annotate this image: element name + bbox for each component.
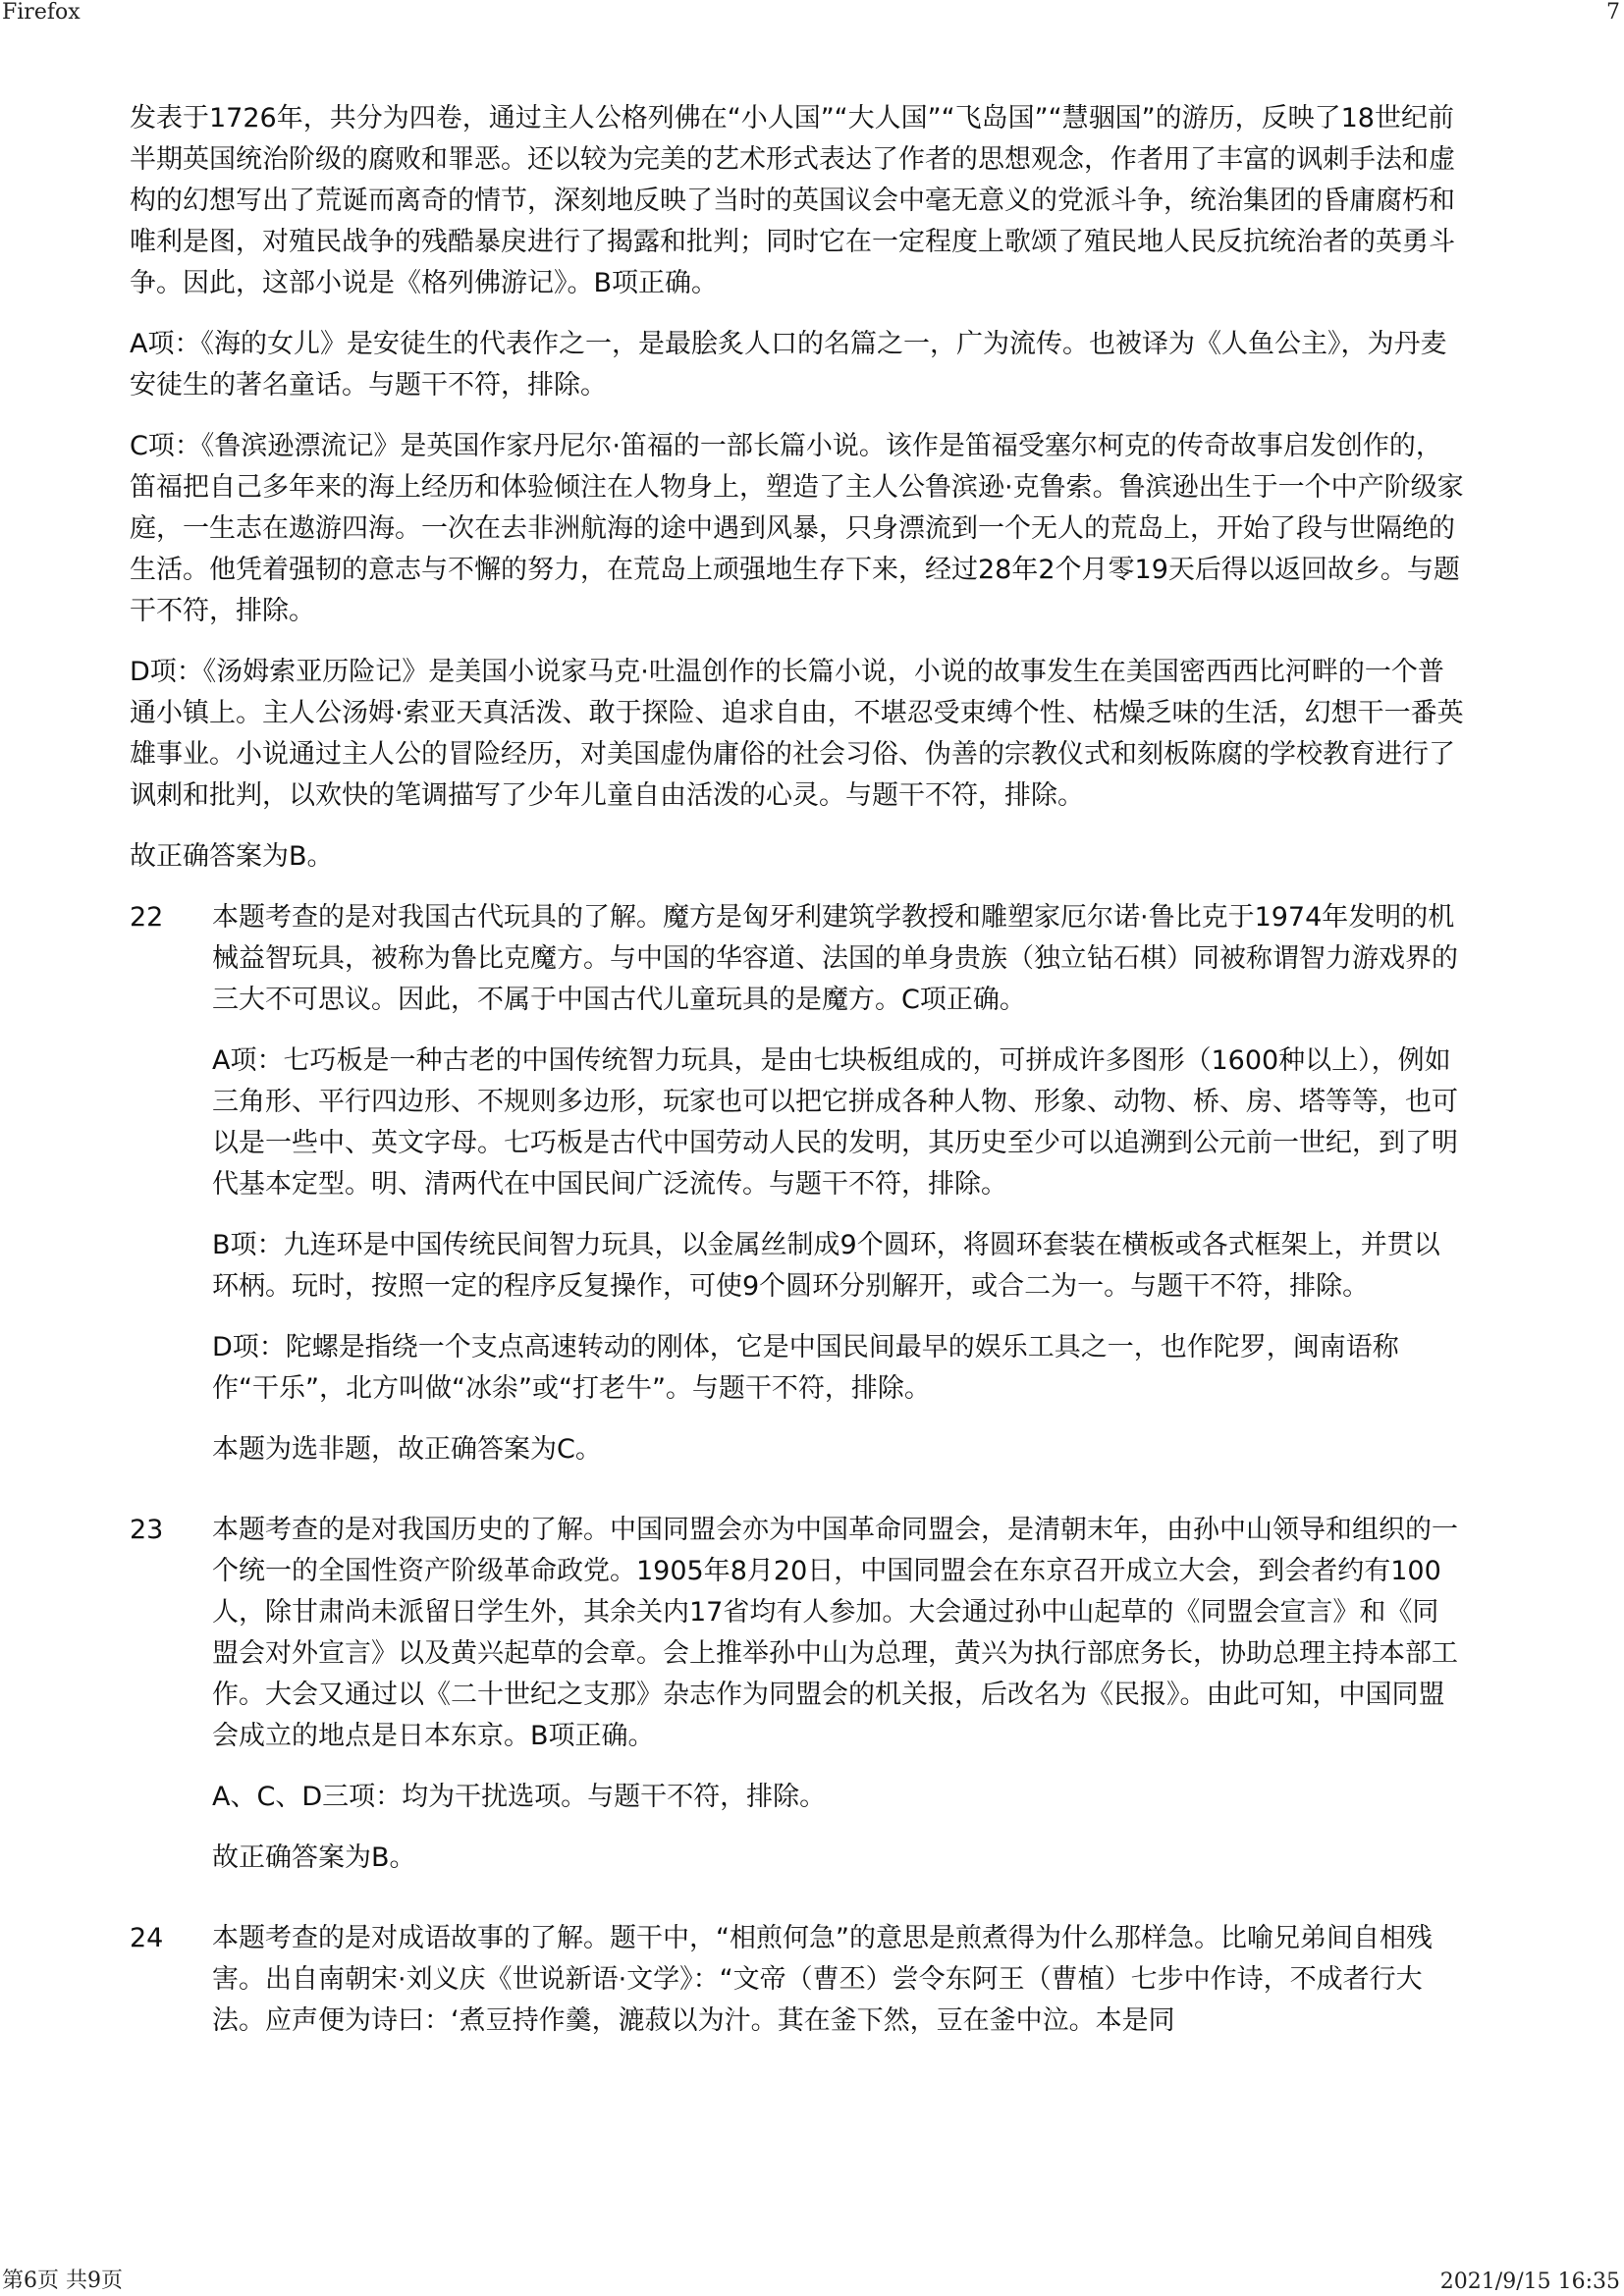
q23-answer: 故正确答案为B。 [212, 1842, 416, 1873]
question-body [212, 1510, 1465, 1898]
page-info: 第6页 共9页 [2, 2269, 123, 2293]
browser-name: Firefox [2, 0, 81, 25]
question-23 [130, 1510, 1465, 1898]
question-body [212, 1918, 1465, 2061]
intro-paragraph-option-c: C项：《鲁滨逊漂流记》是英国作家丹尼尔·笛福的一部长篇小说。该作是笛福受塞尔柯克的传奇故事启发创作的，笛福把自己多年来的海上经历和体验倾注在人物身上，塑造了主人公鲁滨逊·克鲁索。鲁滨逊出生于一个中产阶级家庭，一生志在遨游四海。一次在去非洲航海的途中遇到风暴，只身漂流到一个无人的荒岛上，开始了段与世隔绝的生活。他凭着强韧的意志与不懈的努力，在荒岛上顽强地生存下来，经过28年2个月零19天后得以返回故乡。与题干不符，排除。 [130, 431, 1464, 626]
question-body [212, 897, 1465, 1490]
question-number: 24 [130, 1923, 164, 1953]
q22-option-a: A项：七巧板是一种古老的中国传统智力玩具，是由七块板组成的，可拼成许多图形（1600种以上），例如三角形、平行四边形、不规则多边形，玩家也可以把它拼成各种人物、形象、动物、桥、房、塔等等，也可以是一些中、英文字母。七巧板是古代中国劳动人民的发明，其历史至少可以追溯到公元前一世纪，到了明代基本定型。明、清两代在中国民间广泛流传。与题干不符，排除。 [212, 1045, 1458, 1200]
print-datetime: 2021/9/15 16:35 [1439, 2269, 1620, 2294]
q24-explanation: 本题考查的是对成语故事的了解。题干中，“相煎何急”的意思是煎煮得为什么那样急。比喻兄弟间自相残害。出自南朝宋·刘义庆《世说新语·文学》：“文帝（曹丕）尝令东阿王（曹植）七步中作诗，不成者行大法。应声便为诗曰：‘煮豆持作羹，漉菽以为汁。萁在釜下然，豆在釜中泣。本是同 [212, 1923, 1433, 2036]
intro-answer: 故正确答案为B。 [130, 841, 334, 872]
question-24 [130, 1918, 1465, 2061]
question-number: 22 [130, 902, 164, 933]
q22-option-d: D项：陀螺是指绕一个支点高速转动的刚体，它是中国民间最早的娱乐工具之一，也作陀罗，闽南语称作“干乐”，北方叫做“冰尜”或“打老牛”。与题干不符，排除。 [212, 1332, 1399, 1404]
q22-answer: 本题为选非题，故正确答案为C。 [212, 1434, 602, 1465]
q23-other-options: A、C、D三项：均为干扰选项。与题干不符，排除。 [212, 1782, 827, 1812]
intro-paragraph-option-d: D项：《汤姆索亚历险记》是美国小说家马克·吐温创作的长篇小说，小说的故事发生在美国密西西比河畔的一个普通小镇上。主人公汤姆·索亚天真活泼、敢于探险、追求自由，不堪忍受束缚个性、枯燥乏味的生活，幻想干一番英雄事业。小说通过主人公的冒险经历，对美国虚伪庸俗的社会习俗、伪善的宗教仪式和刻板陈腐的学校教育进行了讽刺和批判，以欢快的笔调描写了少年儿童自由活泼的心灵。与题干不符，排除。 [130, 657, 1464, 811]
page-marker: 7 [1606, 0, 1620, 25]
q22-explanation: 本题考查的是对我国古代玩具的了解。魔方是匈牙利建筑学教授和雕塑家厄尔诺·鲁比克于1974年发明的机械益智玩具，被称为鲁比克魔方。与中国的华容道、法国的单身贵族（独立钻石棋）同被称谓智力游戏界的三大不可思议。因此，不属于中国古代儿童玩具的是魔方。C项正确。 [212, 902, 1458, 1015]
intro-paragraph-gulliver: 发表于1726年，共分为四卷，通过主人公格列佛在“小人国”“大人国”“飞岛国”“慧骃国”的游历，反映了18世纪前半期英国统治阶级的腐败和罪恶。还以较为完美的艺术形式表达了作者的思想观念，作者用了丰富的讽刺手法和虚构的幻想写出了荒诞而离奇的情节，深刻地反映了当时的英国议会中毫无意义的党派斗争，统治集团的昏庸腐朽和唯利是图，对殖民战争的残酷暴戾进行了揭露和批判；同时它在一定程度上歌颂了殖民地人民反抗统治者的英勇斗争。因此，这部小说是《格列佛游记》。B项正确。 [130, 103, 1455, 298]
q23-explanation: 本题考查的是对我国历史的了解。中国同盟会亦为中国革命同盟会，是清朝末年，由孙中山领导和组织的一个统一的全国性资产阶级革命政党。1905年8月20日，中国同盟会在东京召开成立大会，到会者约有100人，除甘肃尚未派留日学生外，其余关内17省均有人参加。大会通过孙中山起草的《同盟会宣言》和《同盟会对外宣言》以及黄兴起草的会章。会上推举孙中山为总理，黄兴为执行部庶务长，协助总理主持本部工作。大会又通过以《二十世纪之支那》杂志作为同盟会的机关报，后改名为《民报》。由此可知，中国同盟会成立的地点是日本东京。B项正确。 [212, 1515, 1458, 1751]
question-number: 23 [130, 1515, 164, 1545]
q22-option-b: B项：九连环是中国传统民间智力玩具，以金属丝制成9个圆环，将圆环套装在横板或各式框架上，并贯以环柄。玩时，按照一定的程序反复操作，可使9个圆环分别解开，或合二为一。与题干不符，排除。 [212, 1230, 1440, 1302]
document-content [130, 98, 1465, 2081]
question-22 [130, 897, 1465, 1490]
intro-paragraph-option-a: A项：《海的女儿》是安徒生的代表作之一，是最脍炙人口的名篇之一，广为流传。也被译为《人鱼公主》，为丹麦安徒生的著名童话。与题干不符，排除。 [130, 329, 1447, 400]
